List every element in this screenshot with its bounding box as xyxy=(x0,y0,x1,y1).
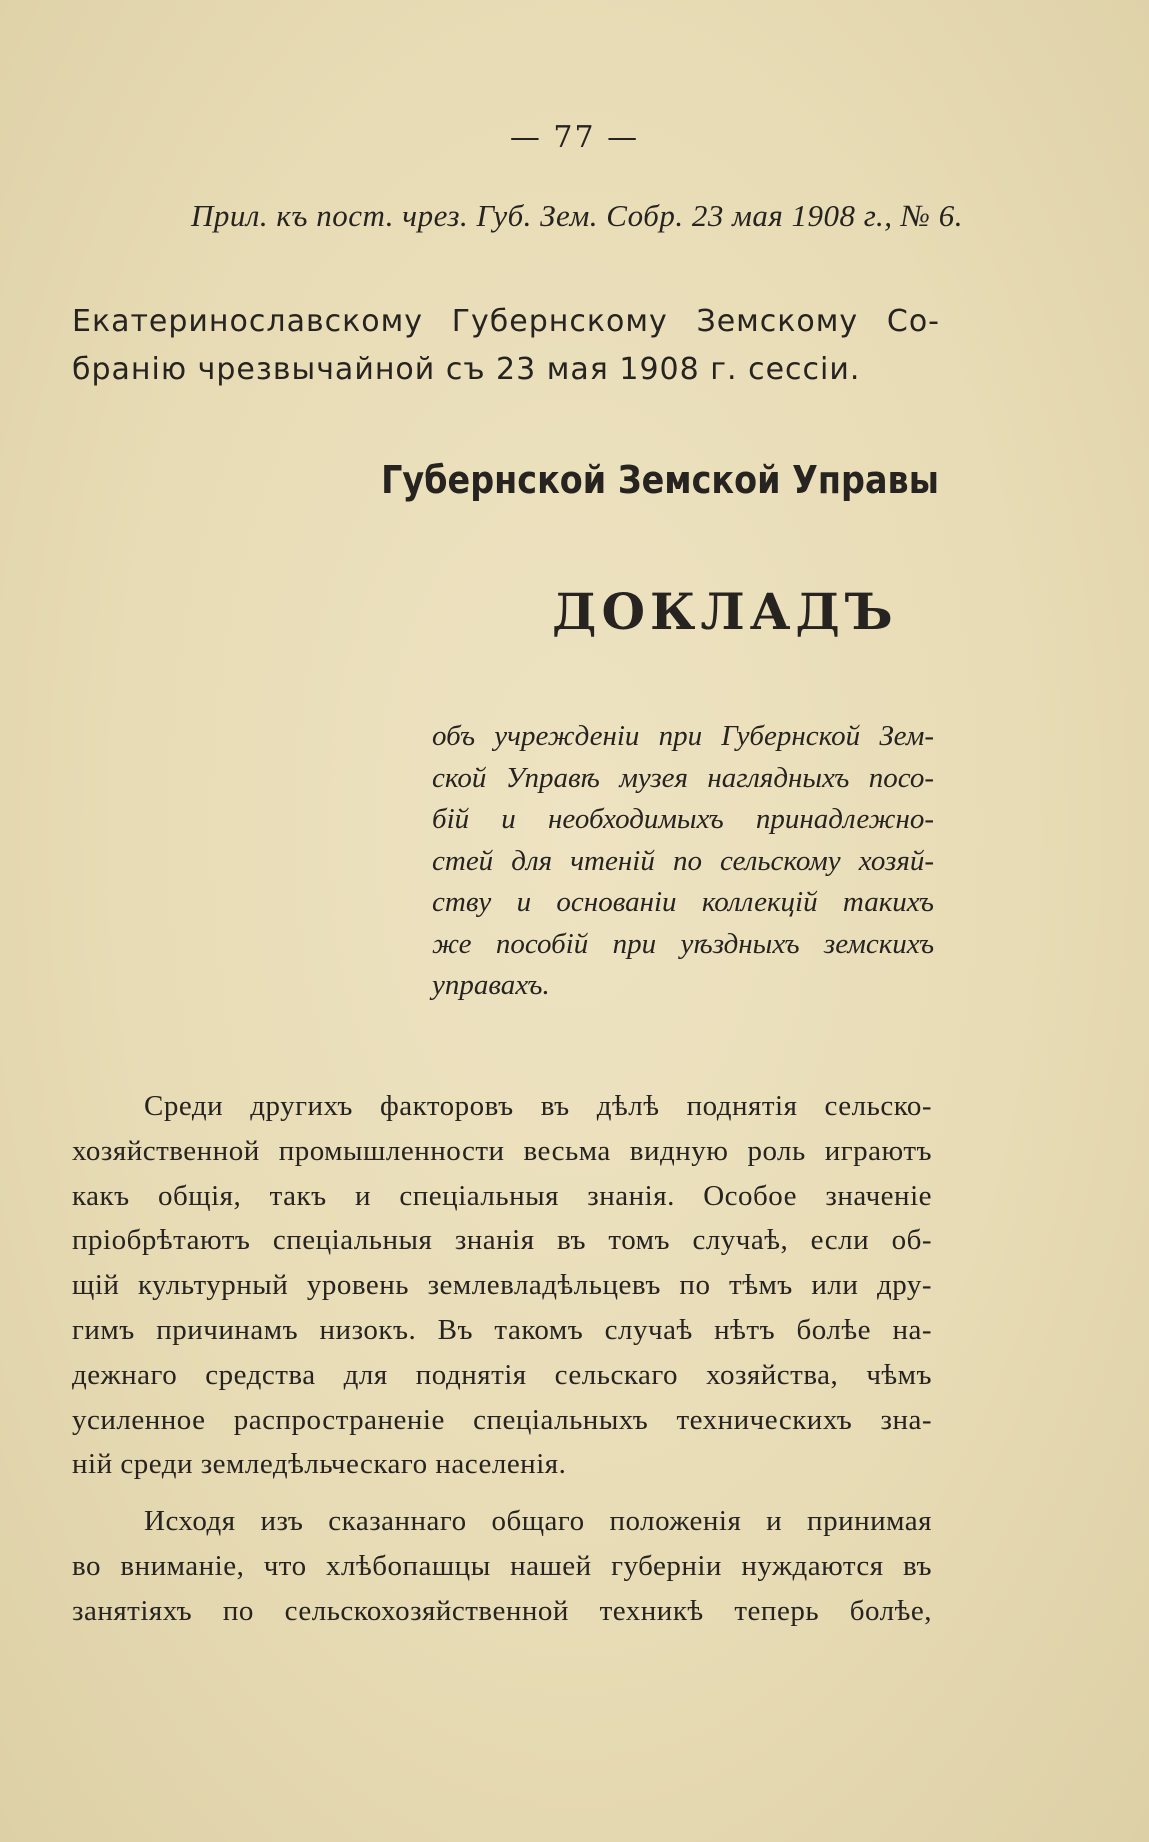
paragraph-1-line: щій культурный уровень землевладѣльцевъ по тѣмъ или дру- xyxy=(72,1269,932,1302)
paragraph-1-line: Среди другихъ факторовъ въ дѣлѣ поднятія сельско- xyxy=(144,1090,932,1122)
paragraph-1-line: пріобрѣтаютъ спеціальныя знанія въ томъ случаѣ, если об- xyxy=(72,1224,932,1257)
paragraph-1-line: какъ общія, такъ и спеціальныя знанія. Особое значеніе xyxy=(72,1179,932,1212)
appendix-note: Прил. къ пост. чрез. Губ. Зем. Собр. 23 мая 1908 г., № 6. xyxy=(191,198,963,233)
paragraph-2-line: Исходя изъ сказаннаго общаго положенія и принимая xyxy=(144,1505,932,1538)
address-heading xyxy=(72,298,940,394)
subject-line: стей для чтеній по сельскому хозяй- xyxy=(432,844,934,877)
paragraph-gap xyxy=(72,1487,932,1499)
subject-line: же пособій при уѣздныхъ земскихъ xyxy=(432,927,934,960)
report-title: ДОКЛАДЪ xyxy=(552,582,898,641)
body-text xyxy=(72,1084,932,1634)
paragraph-1-line: дежнаго средства для поднятія сельскаго хозяйства, чѣмъ xyxy=(72,1358,932,1391)
paragraph-2-line: во вниманіе, что хлѣбопашцы нашей губерніи нуждаются въ xyxy=(72,1549,932,1582)
subject-line: ской Управѣ музея наглядныхъ посо- xyxy=(432,761,934,794)
office-heading: Губернской Земской Управы xyxy=(381,458,939,502)
subject-line: бій и необходимыхъ принадлежно- xyxy=(432,803,934,835)
paragraph-1-line: хозяйственной промышленности весьма видную роль играютъ xyxy=(72,1134,932,1167)
report-subject xyxy=(432,716,934,1007)
paragraph-2-line: занятіяхъ по сельскохозяйственной техникѣ теперь болѣе, xyxy=(72,1594,932,1627)
address-line: бранію чрезвычайной съ 23 мая 1908 г. сессіи. xyxy=(72,352,861,387)
address-line: Екатеринославскому Губернскому Земскому Со- xyxy=(72,304,940,339)
subject-line: управахъ. xyxy=(432,969,550,1001)
subject-line: ству и основаніи коллекцій такихъ xyxy=(432,886,934,918)
page-number: — 77 — xyxy=(509,120,640,155)
paragraph-1-line: усиленное распространеніе спеціальныхъ техническихъ зна- xyxy=(72,1403,932,1436)
paragraph-1-line: гимъ причинамъ низокъ. Въ такомъ случаѣ нѣтъ болѣе на- xyxy=(72,1313,932,1346)
subject-line: объ учрежденіи при Губернской Зем- xyxy=(432,720,934,752)
paragraph-1-line: ній среди земледѣльческаго населенія. xyxy=(72,1448,567,1481)
